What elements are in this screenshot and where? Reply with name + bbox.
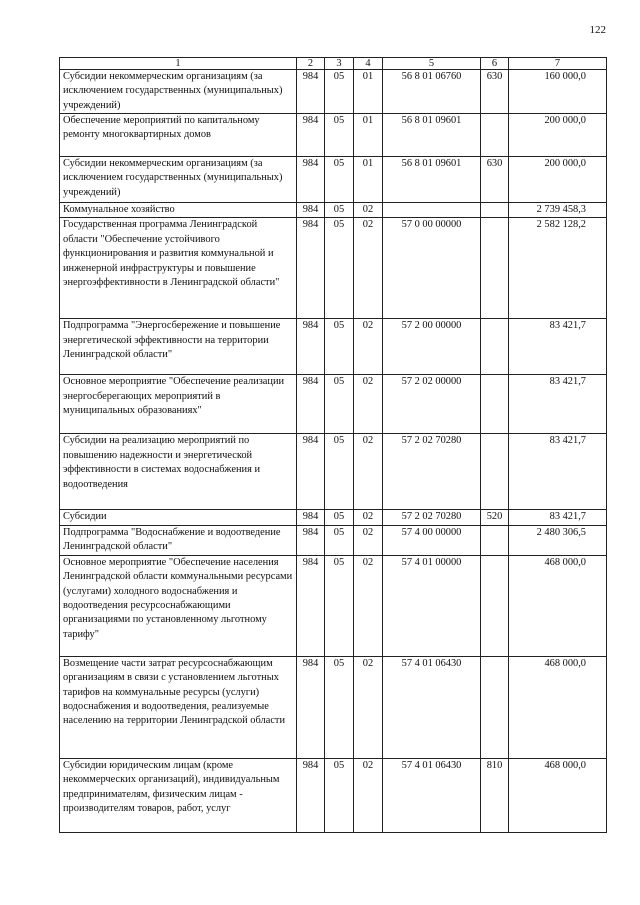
row-csr: 57 4 01 06430 bbox=[383, 656, 481, 758]
row-name: Субсидии некоммерческим организациям (за исключением государственных (муниципальных) учреждений) bbox=[60, 157, 297, 203]
header-cell: 7 bbox=[509, 58, 607, 70]
table-row bbox=[60, 375, 607, 434]
header-cell: 4 bbox=[354, 58, 383, 70]
row-vr: 520 bbox=[481, 510, 509, 525]
row-amount: 2 480 306,5 bbox=[509, 525, 607, 555]
row-pr: 02 bbox=[354, 525, 383, 555]
row-name: Подпрограмма "Водоснабжение и водоотведение Ленинградской области" bbox=[60, 525, 297, 555]
row-name: Государственная программа Ленинградской области "Обеспечение устойчивого функционирования и развития коммунальной и инженерной инфраструктуры и повышение энергоэффективности в Ленинградской области" bbox=[60, 218, 297, 319]
row-vr bbox=[481, 555, 509, 656]
row-csr: 57 0 00 00000 bbox=[383, 218, 481, 319]
row-rz: 05 bbox=[325, 555, 354, 656]
row-vr bbox=[481, 203, 509, 218]
table-row bbox=[60, 758, 607, 832]
header-cell: 1 bbox=[60, 58, 297, 70]
table-row bbox=[60, 510, 607, 525]
row-rz: 05 bbox=[325, 203, 354, 218]
row-pr: 01 bbox=[354, 70, 383, 114]
row-rz: 05 bbox=[325, 70, 354, 114]
table-row bbox=[60, 203, 607, 218]
row-pr: 02 bbox=[354, 203, 383, 218]
table-row bbox=[60, 319, 607, 375]
row-gr: 984 bbox=[297, 510, 325, 525]
table-row bbox=[60, 114, 607, 157]
row-csr: 56 8 01 09601 bbox=[383, 157, 481, 203]
row-csr: 57 4 01 00000 bbox=[383, 555, 481, 656]
table-row bbox=[60, 434, 607, 510]
row-gr: 984 bbox=[297, 434, 325, 510]
row-name: Основное мероприятие "Обеспечение населения Ленинградской области коммунальными ресурсами (услугами) холодного водоснабжения и водоотведения ресурсоснабжающими организациями по установленному льготному тарифу" bbox=[60, 555, 297, 656]
row-csr: 57 2 02 00000 bbox=[383, 375, 481, 434]
row-pr: 02 bbox=[354, 375, 383, 434]
row-rz: 05 bbox=[325, 758, 354, 832]
row-name: Основное мероприятие "Обеспечение реализации энергосберегающих мероприятий в муниципальных образованиях" bbox=[60, 375, 297, 434]
row-name: Субсидии bbox=[60, 510, 297, 525]
row-vr: 630 bbox=[481, 70, 509, 114]
row-rz: 05 bbox=[325, 525, 354, 555]
row-pr: 01 bbox=[354, 114, 383, 157]
row-vr bbox=[481, 319, 509, 375]
row-name: Коммунальное хозяйство bbox=[60, 203, 297, 218]
row-pr: 02 bbox=[354, 510, 383, 525]
row-name: Субсидии юридическим лицам (кроме некоммерческих организаций), индивидуальным предпринимателям, физическим лицам - производителям товаров, работ, услуг bbox=[60, 758, 297, 832]
row-gr: 984 bbox=[297, 114, 325, 157]
row-gr: 984 bbox=[297, 157, 325, 203]
table-row bbox=[60, 218, 607, 319]
row-vr bbox=[481, 375, 509, 434]
header-cell: 3 bbox=[325, 58, 354, 70]
row-vr: 810 bbox=[481, 758, 509, 832]
row-vr bbox=[481, 656, 509, 758]
row-vr bbox=[481, 114, 509, 157]
row-csr: 57 2 02 70280 bbox=[383, 434, 481, 510]
row-name: Обеспечение мероприятий по капитальному ремонту многоквартирных домов bbox=[60, 114, 297, 157]
row-amount: 468 000,0 bbox=[509, 555, 607, 656]
row-amount: 160 000,0 bbox=[509, 70, 607, 114]
row-pr: 01 bbox=[354, 157, 383, 203]
row-csr: 56 8 01 09601 bbox=[383, 114, 481, 157]
row-gr: 984 bbox=[297, 555, 325, 656]
table-header-row bbox=[60, 58, 607, 70]
row-name: Подпрограмма "Энергосбережение и повышение энергетической эффективности на территории Ленинградской области" bbox=[60, 319, 297, 375]
row-gr: 984 bbox=[297, 525, 325, 555]
row-csr: 57 4 01 06430 bbox=[383, 758, 481, 832]
row-amount: 200 000,0 bbox=[509, 114, 607, 157]
row-pr: 02 bbox=[354, 555, 383, 656]
row-amount: 83 421,7 bbox=[509, 319, 607, 375]
page-number: 122 bbox=[589, 24, 606, 36]
row-amount: 83 421,7 bbox=[509, 510, 607, 525]
table-row bbox=[60, 656, 607, 758]
row-gr: 984 bbox=[297, 70, 325, 114]
row-gr: 984 bbox=[297, 218, 325, 319]
header-cell: 2 bbox=[297, 58, 325, 70]
row-gr: 984 bbox=[297, 656, 325, 758]
row-csr: 57 2 00 00000 bbox=[383, 319, 481, 375]
row-rz: 05 bbox=[325, 319, 354, 375]
row-rz: 05 bbox=[325, 114, 354, 157]
row-name: Субсидии некоммерческим организациям (за исключением государственных (муниципальных) учреждений) bbox=[60, 70, 297, 114]
row-amount: 200 000,0 bbox=[509, 157, 607, 203]
row-rz: 05 bbox=[325, 510, 354, 525]
header-cell: 5 bbox=[383, 58, 481, 70]
row-gr: 984 bbox=[297, 319, 325, 375]
budget-table bbox=[59, 57, 607, 833]
row-pr: 02 bbox=[354, 319, 383, 375]
row-name: Субсидии на реализацию мероприятий по повышению надежности и энергетической эффективности в системах водоснабжения и водоотведения bbox=[60, 434, 297, 510]
row-pr: 02 bbox=[354, 758, 383, 832]
row-amount: 83 421,7 bbox=[509, 434, 607, 510]
row-rz: 05 bbox=[325, 157, 354, 203]
row-gr: 984 bbox=[297, 375, 325, 434]
row-amount: 2 582 128,2 bbox=[509, 218, 607, 319]
row-vr: 630 bbox=[481, 157, 509, 203]
row-rz: 05 bbox=[325, 656, 354, 758]
row-csr bbox=[383, 203, 481, 218]
row-gr: 984 bbox=[297, 758, 325, 832]
row-csr: 57 2 02 70280 bbox=[383, 510, 481, 525]
row-gr: 984 bbox=[297, 203, 325, 218]
row-amount: 468 000,0 bbox=[509, 758, 607, 832]
row-amount: 83 421,7 bbox=[509, 375, 607, 434]
row-amount: 468 000,0 bbox=[509, 656, 607, 758]
row-name: Возмещение части затрат ресурсоснабжающим организациям в связи с установлением льготных тарифов на коммунальные ресурсы (услуги) водоснабжения и водоотведения, реализуемые населению на территории Ленинградской области bbox=[60, 656, 297, 758]
row-rz: 05 bbox=[325, 218, 354, 319]
row-pr: 02 bbox=[354, 656, 383, 758]
table-row bbox=[60, 555, 607, 656]
header-cell: 6 bbox=[481, 58, 509, 70]
row-csr: 57 4 00 00000 bbox=[383, 525, 481, 555]
row-rz: 05 bbox=[325, 434, 354, 510]
row-amount: 2 739 458,3 bbox=[509, 203, 607, 218]
row-csr: 56 8 01 06760 bbox=[383, 70, 481, 114]
row-pr: 02 bbox=[354, 218, 383, 319]
table-row bbox=[60, 157, 607, 203]
table-row bbox=[60, 525, 607, 555]
row-vr bbox=[481, 218, 509, 319]
row-vr bbox=[481, 434, 509, 510]
row-pr: 02 bbox=[354, 434, 383, 510]
row-vr bbox=[481, 525, 509, 555]
row-rz: 05 bbox=[325, 375, 354, 434]
table-row bbox=[60, 70, 607, 114]
